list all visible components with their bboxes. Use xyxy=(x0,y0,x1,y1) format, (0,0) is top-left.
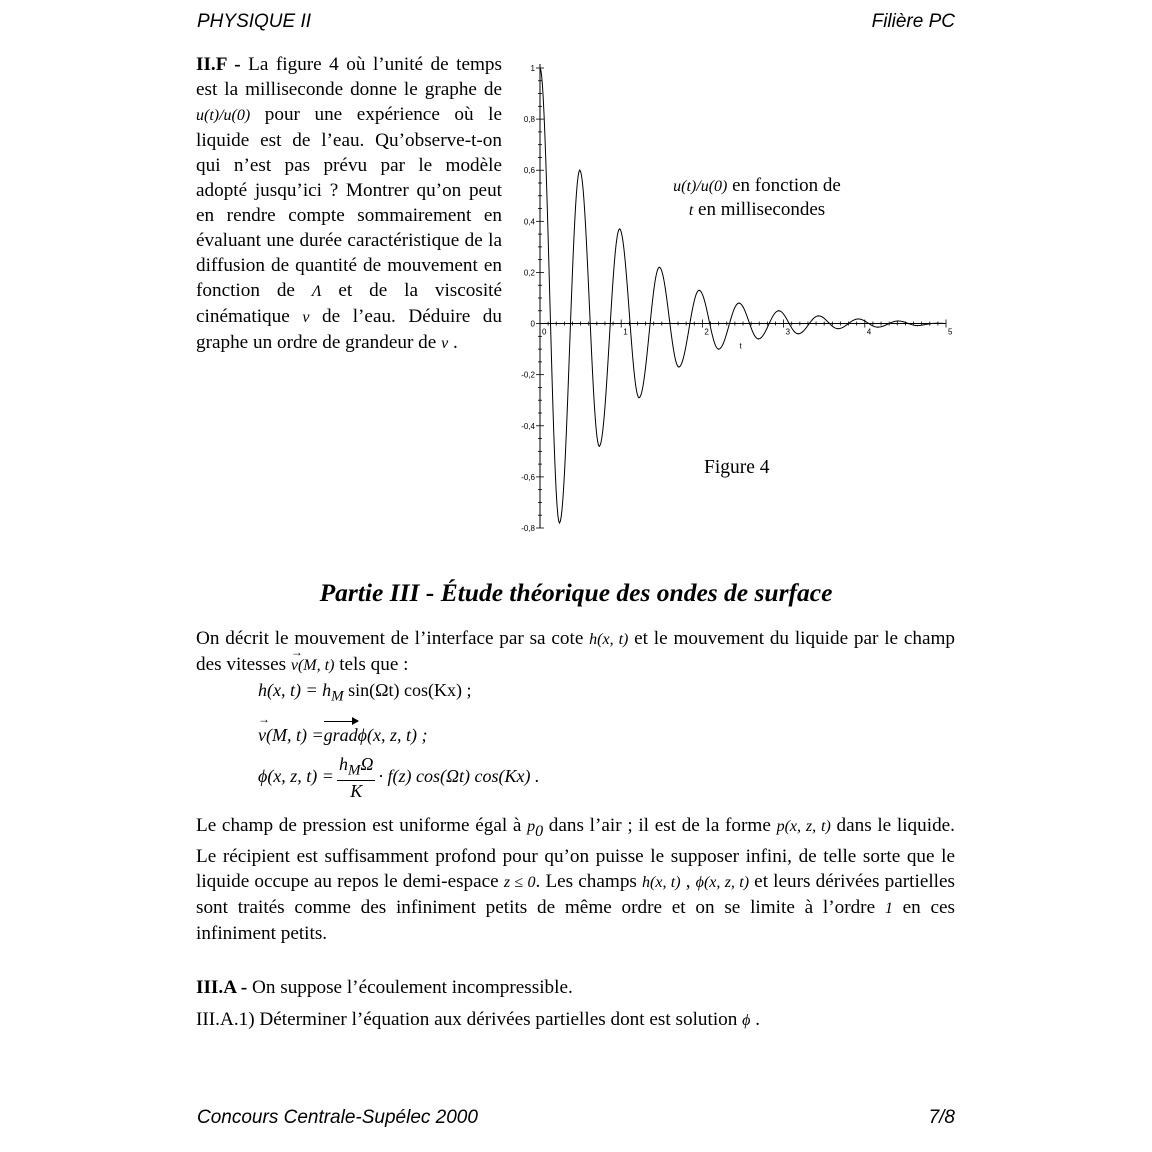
text: dans l’air ; il est de la forme xyxy=(543,815,777,836)
text: en ces infiniment petits. xyxy=(196,896,955,944)
x-tick-label: 3 xyxy=(785,327,791,337)
text: Le champ de pression est uniforme égal à xyxy=(196,815,528,836)
data-point xyxy=(778,310,779,311)
fraction xyxy=(337,754,376,802)
section-label: III.A.1) xyxy=(196,1009,255,1030)
pressure-paragraph xyxy=(196,813,955,946)
series-line-u-ratio xyxy=(540,68,946,523)
math: p xyxy=(527,818,536,835)
eq-grad: grad xyxy=(323,725,358,745)
math-sub: 0 xyxy=(535,822,544,840)
x-tick-label: 2 xyxy=(704,327,709,337)
y-tick-label: 0,2 xyxy=(523,268,535,278)
data-point xyxy=(678,366,679,367)
y-tick-label: 0,4 xyxy=(523,217,535,227)
section-IIF-text xyxy=(196,52,502,356)
data-point xyxy=(619,228,620,229)
data-point xyxy=(738,303,739,304)
math-vector: v(M, t) → xyxy=(291,653,335,678)
data-point xyxy=(579,170,580,171)
figure-caption: Figure 4 xyxy=(704,457,770,478)
y-tick-label: 1 xyxy=(530,64,535,73)
text: en fonction de xyxy=(727,175,841,196)
numerator xyxy=(337,754,376,781)
data-point xyxy=(699,290,700,291)
math: u(t)/u(0) xyxy=(196,107,251,124)
data-point xyxy=(917,325,918,326)
math: z ≤ 0 xyxy=(503,873,536,891)
header-right: Filière PC xyxy=(871,11,955,32)
text: , xyxy=(680,870,696,892)
num-part: Ω xyxy=(360,754,374,774)
equation-phi xyxy=(258,754,539,802)
text: et le mouvement du liquide par le champ des vitesses xyxy=(196,628,956,675)
data-point xyxy=(897,320,898,321)
text: Déterminer l’équation aux dérivées partielles dont est solution xyxy=(254,1009,743,1030)
text: pour une expérience où le liquide est de l’eau. Qu’observe-t-on qui n’est pas prévu par le modèle adopté jusqu’ici ? Montrer qu’on peut en rendre compte sommairement en évaluant une durée caractéristique de la diffusion de quantité de mouvement en fonction de xyxy=(196,104,502,301)
section-label: III.A - xyxy=(196,977,248,998)
section-IIIA xyxy=(196,975,955,1000)
equation-v xyxy=(258,725,427,746)
part-title: Partie III - Étude théorique des ondes de surface xyxy=(319,578,833,607)
math: ϕ xyxy=(742,1012,751,1029)
header-left: PHYSIQUE II xyxy=(197,11,312,32)
math: t xyxy=(688,202,694,219)
eq-part: ϕ(x, z, t) ; xyxy=(357,725,428,745)
eq-part: sin(Ωt) cos(Kx) ; xyxy=(348,680,472,700)
num-sub: M xyxy=(347,762,361,779)
math: h(x, t) xyxy=(642,873,681,891)
x-tick-label: 4 xyxy=(866,327,872,337)
num-part: h xyxy=(338,754,348,774)
math: ν xyxy=(441,335,449,352)
text: de l’eau. Déduire du graphe un ordre de grandeur de xyxy=(196,306,502,353)
x-tick-label: 0 xyxy=(542,327,547,337)
footer-left: Concours Centrale-Supélec 2000 xyxy=(197,1107,478,1128)
math: Λ xyxy=(311,283,322,300)
equation-h xyxy=(258,680,471,706)
text: . xyxy=(448,332,458,353)
intro-paragraph xyxy=(196,626,955,678)
eq-sub: M xyxy=(331,688,344,705)
text: La figure 4 où l’unité de temps est la milliseconde donne le graphe de xyxy=(196,54,502,100)
data-point xyxy=(638,397,639,398)
data-point xyxy=(539,67,540,68)
math: h(x, t) xyxy=(589,631,629,648)
text: tels que : xyxy=(334,654,409,675)
text: On suppose l’écoulement incompressible. xyxy=(247,977,573,998)
y-tick-label: 0 xyxy=(530,319,535,329)
eq-part: v(M, t) = → xyxy=(258,725,324,746)
data-point xyxy=(818,315,819,316)
data-point xyxy=(758,338,759,339)
section-IIIA1 xyxy=(196,1007,955,1033)
data-point xyxy=(659,267,660,268)
data-point xyxy=(837,328,838,329)
text: en millisecondes xyxy=(693,199,826,220)
text: On décrit le mouvement de l’interface par sa cote xyxy=(196,628,590,649)
data-point xyxy=(559,522,560,523)
data-point xyxy=(718,349,719,350)
y-tick-label: 0,8 xyxy=(523,115,535,125)
eq-part: ϕ(x, z, t) = xyxy=(258,765,334,786)
denominator: K xyxy=(350,780,363,801)
math: ϕ(x, z, t) xyxy=(695,873,750,891)
x-axis-label: t xyxy=(739,341,742,351)
y-tick-label: -0,8 xyxy=(521,524,535,533)
data-point xyxy=(599,446,600,447)
x-tick-label: 5 xyxy=(948,327,953,337)
x-tick-label: 1 xyxy=(623,327,628,337)
y-tick-label: -0,4 xyxy=(521,421,535,431)
math: u(t)/u(0) xyxy=(673,178,728,195)
text: . Les champs xyxy=(535,870,643,892)
eq-part: · f(z) cos(Ωt) cos(Kx) . xyxy=(378,765,540,786)
y-tick-label: 0,6 xyxy=(523,166,535,176)
eq-part: h(x, t) = h xyxy=(258,680,332,700)
text: et de la viscosité cinématique xyxy=(196,280,502,327)
footer-right: 7/8 xyxy=(928,1107,955,1128)
data-point xyxy=(858,318,859,319)
math: ν xyxy=(302,309,310,326)
text: dans le liquide. Le récipient est suffisamment profond pour qu’on puisse le supposer infini, de telle sorte que le liquide occupe au repos le demi-espace xyxy=(196,815,955,892)
y-tick-label: -0,6 xyxy=(521,472,535,482)
math: p(x, z, t) xyxy=(776,818,831,835)
text: . xyxy=(750,1009,761,1030)
y-tick-label: -0,2 xyxy=(521,370,535,380)
text: et leurs dérivées partielles sont traités comme des infiniment petits de même ordre et on se limite à l’ordre xyxy=(196,870,955,918)
section-IIF-label: II.F - xyxy=(196,54,241,75)
data-point xyxy=(877,327,878,328)
math: 1 xyxy=(884,899,893,917)
data-point xyxy=(798,333,799,334)
figure-label xyxy=(632,174,882,222)
